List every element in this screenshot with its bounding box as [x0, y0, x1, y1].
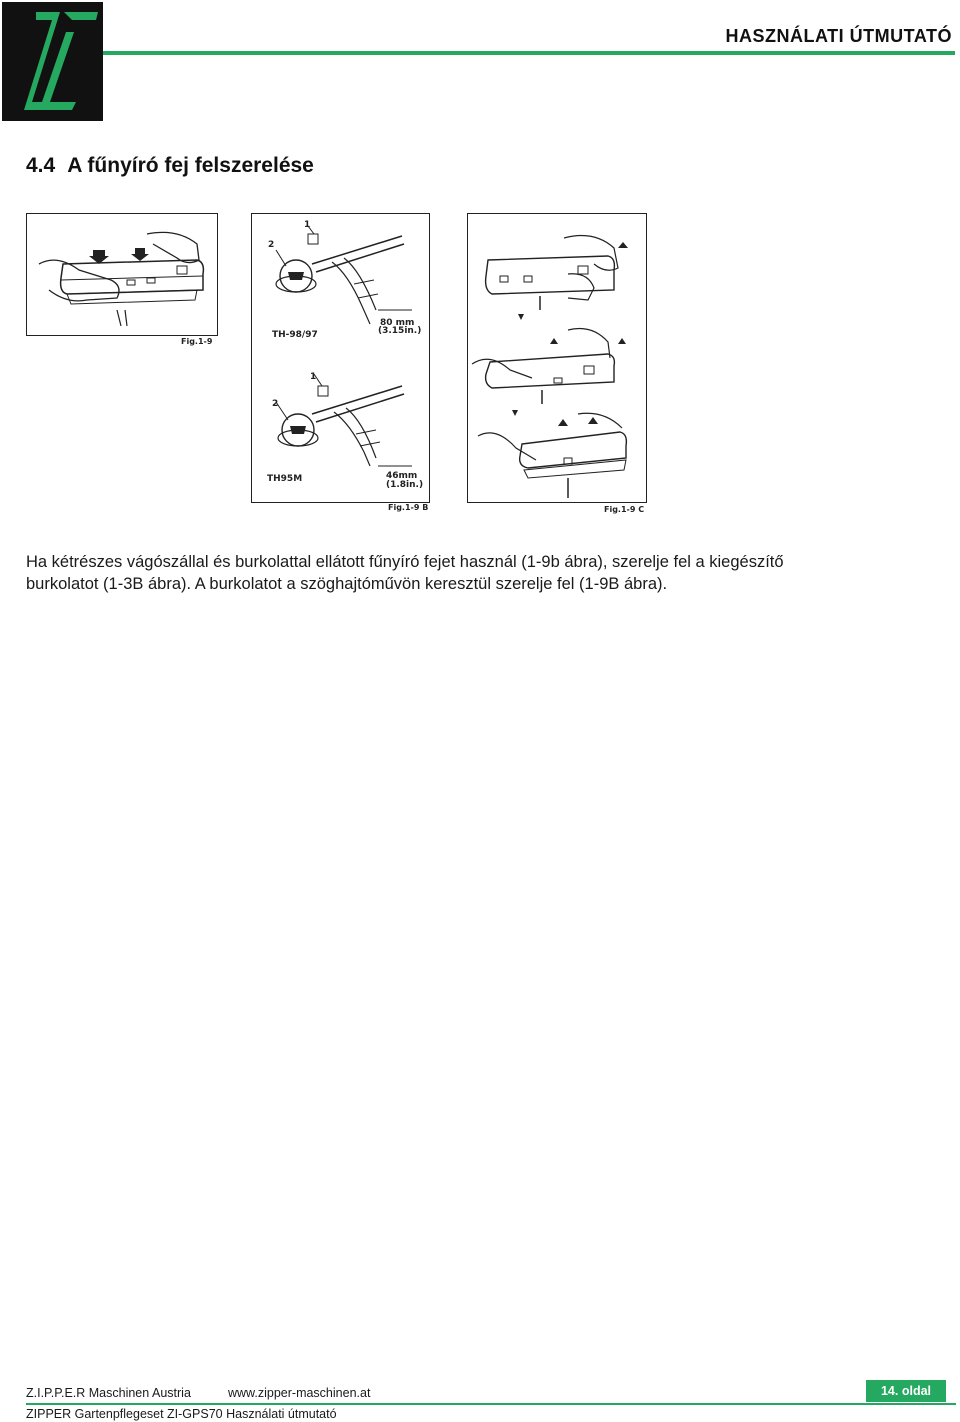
figure-1-9 — [26, 213, 218, 336]
dimension-46mm-inch: (1.8in.) — [386, 480, 424, 490]
figure-1-9-c — [467, 213, 647, 503]
part-number-1-top: 1 — [304, 220, 311, 230]
dimension-80mm-inch: (3.15in.) — [378, 326, 422, 336]
document-type: HASZNÁLATI ÚTMUTATÓ — [725, 26, 952, 46]
footer-divider — [26, 1403, 956, 1405]
dimension-46mm: 46mm — [386, 471, 418, 481]
instruction-line-1: Ha kétrészes vágószállal és burkolattal ellátott fűnyíró fejet használ (1-9b ábra), szerelje fel a kiegészítő — [26, 553, 784, 571]
section-title — [26, 154, 314, 178]
figure-caption-left: Fig.1-9 — [181, 337, 213, 346]
footer-website: www.zipper-maschinen.at — [228, 1386, 371, 1400]
instruction-paragraph — [26, 551, 926, 595]
model-label-th-98-97: TH-98/97 — [272, 330, 318, 340]
part-number-1-bottom: 1 — [310, 372, 317, 382]
instruction-line-2: burkolatot (1-3B ábra). A burkolatot a szöghajtóművön keresztül szerelje fel (1-9B ábra). — [26, 575, 668, 593]
part-number-2-bottom: 2 — [272, 399, 279, 409]
section-number: 4.4 — [26, 154, 56, 177]
header-divider — [103, 51, 955, 55]
footer-company: Z.I.P.P.E.R Maschinen Austria — [26, 1386, 191, 1400]
zipper-logo — [2, 2, 103, 121]
figure-1-9-b — [251, 213, 430, 503]
dimension-80mm: 80 mm — [380, 318, 415, 328]
figure-caption-right: Fig.1-9 C — [604, 505, 645, 514]
section-heading: A fűnyíró fej felszerelése — [67, 154, 314, 177]
model-label-th95m: TH95M — [267, 474, 303, 484]
part-number-2-top: 2 — [268, 240, 275, 250]
footer-product: ZIPPER Gartenpflegeset ZI-GPS70 Használati útmutató — [26, 1407, 337, 1421]
page-number-badge: 14. oldal — [866, 1380, 946, 1402]
figure-caption-middle: Fig.1-9 B — [388, 503, 429, 512]
